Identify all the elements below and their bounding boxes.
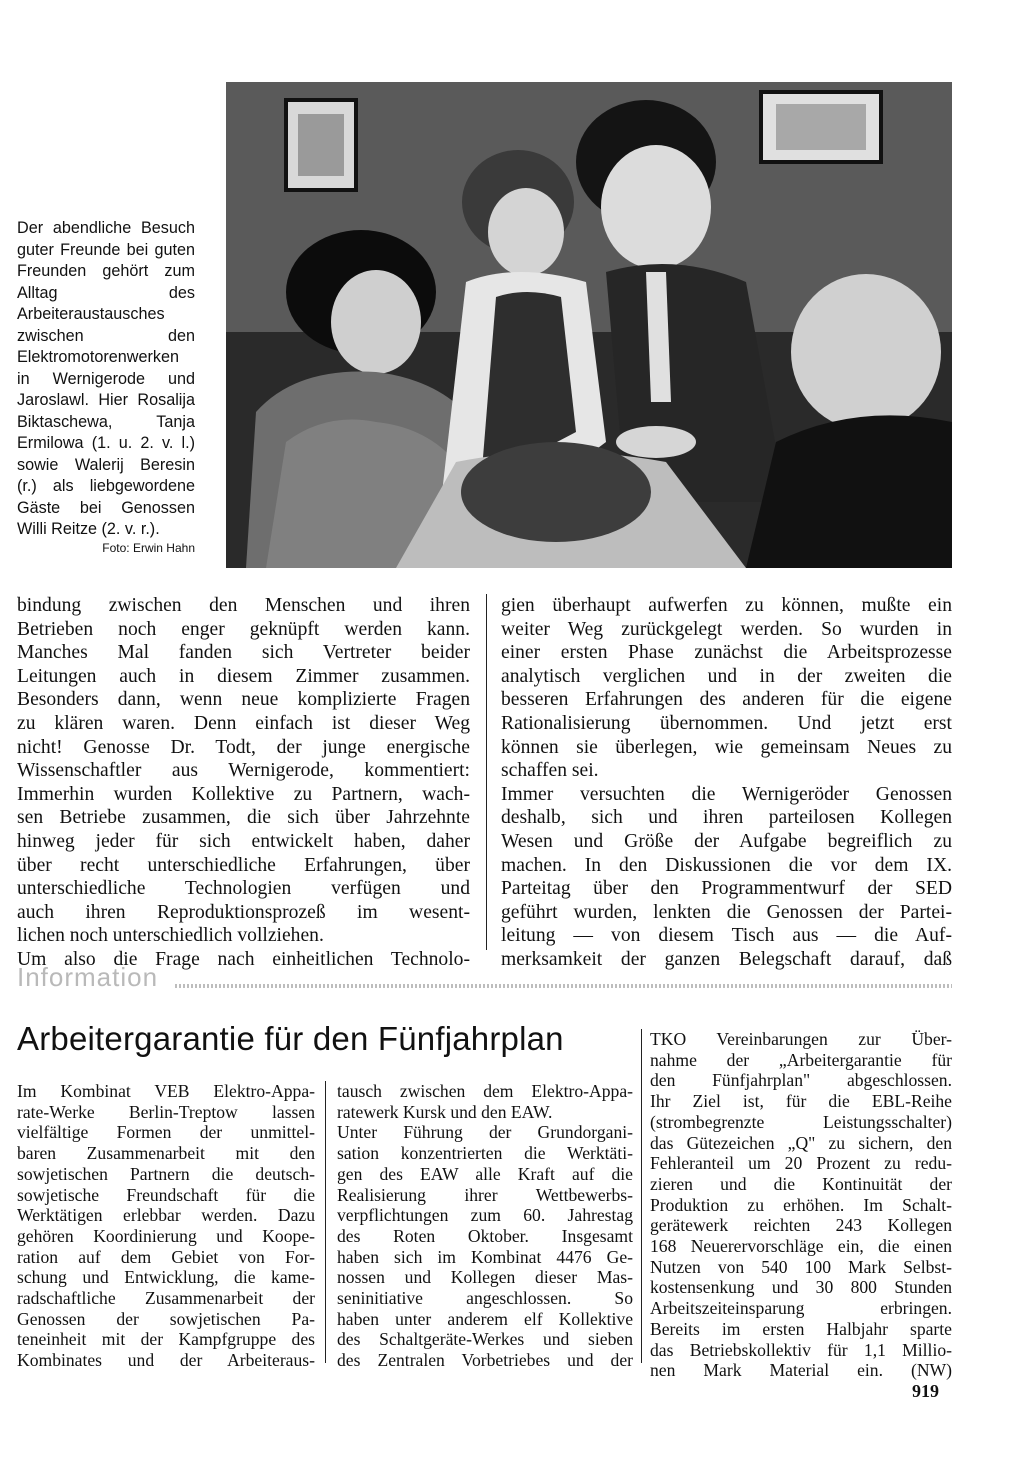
text-line: sowjetische Freundschaft für die [17, 1184, 315, 1205]
text-line: des Zentralen Vorbetriebes und der [337, 1350, 633, 1371]
text-line: nossen und Kollegen dieser Mas- [337, 1267, 633, 1288]
photo [226, 82, 952, 568]
text-line: Realisierung ihrer Wettbewerbs- [337, 1184, 633, 1205]
article-column-2 [501, 594, 952, 972]
text-line: lichen noch unterschiedlich vollziehen. [17, 925, 324, 947]
text-line: Produktion zu erhöhen. Im Schalt- [650, 1194, 952, 1215]
text-line: Im Kombinat VEB Elektro-Appa- [17, 1081, 315, 1101]
text-line: Fehleranteil um 20 Prozent zu redu- [650, 1153, 952, 1174]
photo-illustration [226, 82, 952, 568]
text-line: Parteitag über den Programmentwurf der SED [501, 878, 952, 900]
text-line: Betrieben noch enger geknüpft werden kann. [17, 618, 470, 640]
info-headline: Arbeitergarantie für den Fünfjahrplan [17, 1020, 564, 1057]
text-line: sowjetischen Partnern die deutsch- [17, 1163, 315, 1184]
information-bar [17, 962, 952, 996]
text-line: leitung — von diesem Tisch aus — die Auf- [501, 925, 952, 947]
text-line: kostensenkung und 30 800 Stunden [650, 1277, 952, 1298]
text-line: Immerhin wurden Kollektive zu Partnern, wach- [17, 783, 470, 805]
text-line: haben unter anderem elf Kollektive [337, 1308, 633, 1329]
info-column-1 [17, 1081, 315, 1371]
text-line: sen Betriebe zusammen, die sich über Jahrzehnte [17, 807, 470, 829]
text-line: nahme der „Arbeitergarantie für [650, 1049, 952, 1070]
column-divider [325, 1081, 326, 1363]
text-line: unterschiedliche Technologien verfügen und [17, 878, 470, 900]
text-line: seninitiative angeschlossen. So [337, 1288, 633, 1309]
text-line: vielfältige Formen der unmittel- [17, 1122, 315, 1143]
page-number: 919 [912, 1381, 939, 1401]
text-line: Kombinates und der Arbeiteraus- [17, 1350, 315, 1371]
text-line: über recht unterschiedliche Erfahrungen, über [17, 854, 470, 876]
photo-credit: Foto: Erwin Hahn [102, 540, 195, 555]
text-line: (strombegrenzte Leistungsschalter) [650, 1111, 952, 1132]
text-line: schung und Entwicklung, die kame- [17, 1267, 315, 1288]
article-column-1 [17, 594, 470, 972]
text-line: zu klären waren. Denn einfach ist dieser Weg [17, 712, 470, 734]
text-line: Manches Mal fanden sich Vertreter beider [17, 642, 470, 664]
text-line: gen des EAW alle Kraft auf die [337, 1163, 633, 1184]
text-line: machen. In den Diskussionen die vor dem IX. [501, 854, 952, 876]
text-line: analytisch verglichen und in der zweiten die [501, 665, 952, 687]
text-line: rate-Werke Berlin-Treptow lassen [17, 1101, 315, 1122]
text-line: TKO Vereinbarungen zur Über- [650, 1029, 952, 1049]
text-line: Genossen der sowjetischen Pa- [17, 1308, 315, 1329]
info-column-3 [650, 1029, 952, 1381]
text-line: Wesen und Größe der Aufgabe begreiflich zu [501, 830, 952, 852]
text-line: einer ersten Phase zunächst die Arbeitsprozesse [501, 642, 952, 664]
text-line: Nutzen von 540 100 Mark Selbst- [650, 1256, 952, 1277]
text-line: ratewerk Kursk und den EAW. [337, 1101, 553, 1122]
text-line: des Schaltgeräte-Werkes und sieben [337, 1329, 633, 1350]
text-line: nicht! Genosse Dr. Todt, der junge energische [17, 736, 470, 758]
text-line: deshalb, sich und ihren parteilosen Kollegen [501, 807, 952, 829]
text-line: den Fünfjahrplan" abgeschlossen. [650, 1070, 952, 1091]
text-line: 168 Neuerervorschläge ein, die einen [650, 1236, 952, 1257]
text-line: sation konzentrierten die Werktäti- [337, 1143, 633, 1164]
text-line: Bereits im ersten Halbjahr sparte [650, 1318, 952, 1339]
text-line: Um also die Frage nach einheitlichen Technolo- [17, 948, 470, 970]
text-line: weiter Weg zurückgelegt werden. So wurden in [501, 618, 952, 640]
text-line: auch ihren Reproduktionsprozeß im wesent- [17, 901, 470, 923]
text-line: schaffen sei. [501, 760, 599, 782]
caption-text: Der abendliche Besuch guter Freunde bei guten Freunden gehört zum Alltag des Arbeiteraustausches zwischen den Elektromotorenwerken in Wernigerode und Jaroslawl. Hier Rosalija Biktaschewa, Tanja Ermilowa (1. u. 2. v. l.) sowie Walerij Beresin (r.) als liebgewordene Gäste bei Genossen Willi Reitze (2. v. r.). [17, 219, 195, 538]
text-line: gehören Koordinierung und Koope- [17, 1225, 315, 1246]
text-line: gerätewerk reichten 243 Kollegen [650, 1215, 952, 1236]
text-line: des Roten Oktober. Insgesamt [337, 1225, 633, 1246]
text-line: Rationalisierung übernommen. Und jetzt erst [501, 712, 952, 734]
text-line: haben sich im Kombinat 4476 Ge- [337, 1246, 633, 1267]
text-line: das Betriebskollektiv für 1,1 Millio- [650, 1339, 952, 1360]
photo-caption [17, 218, 195, 556]
text-line: verpflichtungen zum 60. Jahrestag [337, 1205, 633, 1226]
text-line: nen Mark Material ein. (NW) [650, 1360, 952, 1381]
text-line: Leitungen auch in diesem Zimmer zusammen. [17, 665, 470, 687]
column-divider [486, 594, 487, 950]
column-divider [641, 1029, 642, 1363]
text-line: Arbeitszeiteinsparung erbringen. [650, 1298, 952, 1319]
text-line: zieren und die Kontinuität der [650, 1173, 952, 1194]
dotted-rule [175, 984, 952, 988]
text-line: Immer versuchten die Wernigeröder Genossen [501, 783, 952, 805]
text-line: teneinheit mit der Kampfgruppe des [17, 1329, 315, 1350]
text-line: bindung zwischen den Menschen und ihren [17, 595, 470, 616]
text-line: Besonders dann, wenn neue komplizierte Fragen [17, 689, 470, 711]
text-line: besseren Erfahrungen des anderen für die eigene [501, 689, 952, 711]
text-line: Wissenschaftler aus Wernigerode, kommentiert: [17, 760, 470, 782]
text-line: Werktätigen erlebbar werden. Dazu [17, 1205, 315, 1226]
info-column-2 [337, 1081, 633, 1371]
text-line: ration auf dem Gebiet von For- [17, 1246, 315, 1267]
text-line: tausch zwischen dem Elektro-Appa- [337, 1081, 633, 1101]
text-line: das Gütezeichen „Q" zu sichern, den [650, 1132, 952, 1153]
text-line: Unter Führung der Grundorgani- [337, 1122, 633, 1143]
text-line: können sie überlegen, wie gemeinsam Neues zu [501, 736, 952, 758]
text-line: baren Zusammenarbeit mit den [17, 1143, 315, 1164]
text-line: merksamkeit der ganzen Belegschaft darauf, daß [501, 948, 952, 970]
information-label: Information [17, 962, 159, 992]
text-line: geführt wurden, lenkten die Genossen der Partei- [501, 901, 952, 923]
text-line: radschaftliche Zusammenarbeit der [17, 1288, 315, 1309]
text-line: gien überhaupt aufwerfen zu können, mußte ein [501, 595, 952, 616]
text-line: Ihr Ziel ist, für die EBL-Reihe [650, 1091, 952, 1112]
text-line: hinweg jeder für sich entwickelt haben, daher [17, 830, 470, 852]
